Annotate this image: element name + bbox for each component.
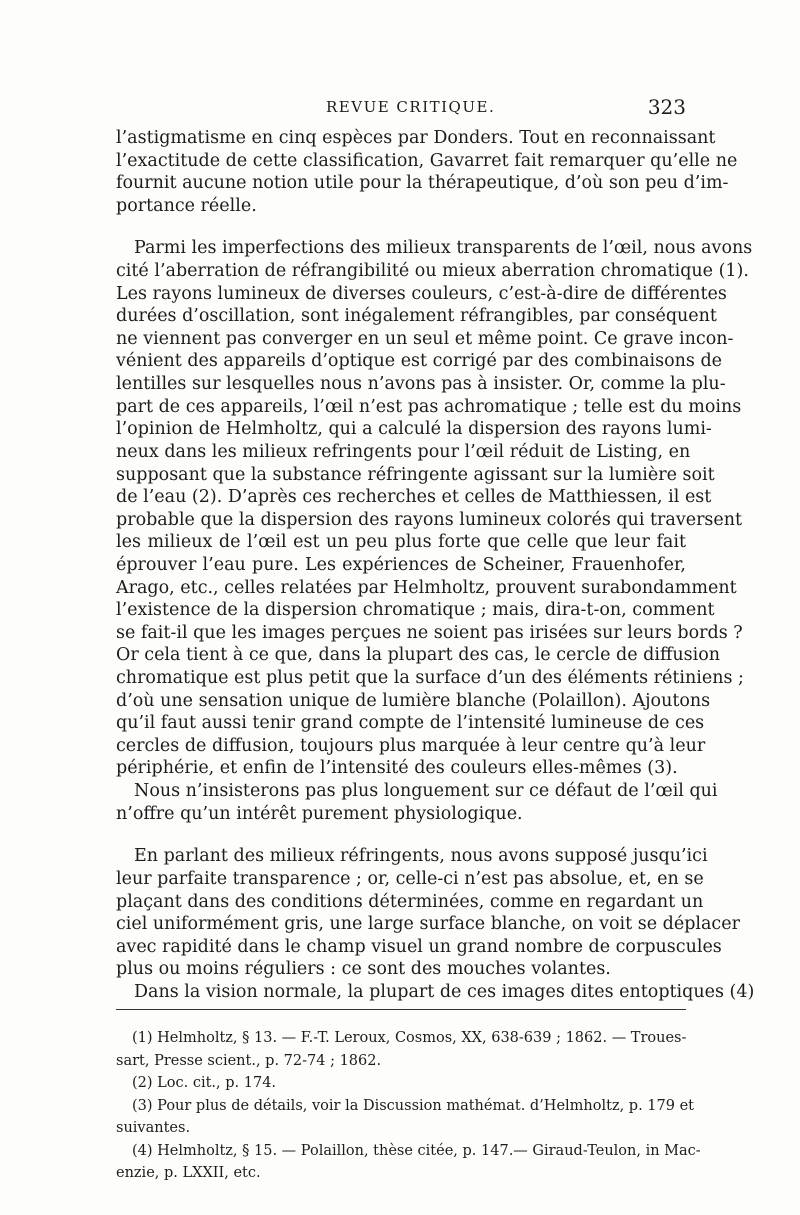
text-line: chromatique est plus petit que la surface d’un des éléments rétiniens ; bbox=[116, 668, 744, 689]
footnote-line: (4) Helmholtz, § 15. — Polaillon, thèse citée, p. 147.— Giraud-Teulon, in Mac- bbox=[132, 1142, 701, 1159]
text-line: éprouver l’eau pure. Les expériences de Scheiner, Frauenhofer, bbox=[116, 554, 686, 575]
footnote-line: (3) Pour plus de détails, voir la Discussion mathémat. d’Helmholtz, p. 179 et bbox=[132, 1097, 694, 1114]
text-line: Nous n’insisterons pas plus longuement sur ce défaut de l’œil qui bbox=[134, 781, 718, 802]
running-title: REVUE CRITIQUE. bbox=[326, 98, 496, 116]
text-line: cercles de diffusion, toujours plus marquée à leur centre qu’à leur bbox=[116, 735, 706, 756]
footnote-line: (2) Loc. cit., p. 174. bbox=[132, 1075, 277, 1091]
page-number: 323 bbox=[647, 95, 686, 119]
text-line: Parmi les imperfections des milieux transparents de l’œil, nous avons bbox=[134, 238, 753, 259]
footnote-line: sart, Presse scient., p. 72-74 ; 1862. bbox=[116, 1052, 382, 1069]
text-line: ne viennent pas converger en un seul et même point. Ce grave incon- bbox=[116, 328, 734, 349]
text-line: En parlant des milieux réfringents, nous avons supposé jusqu’ici bbox=[134, 846, 708, 867]
text-line: l’astigmatisme en cinq espèces par Donders. Tout en reconnaissant bbox=[116, 128, 716, 148]
body-text bbox=[116, 127, 755, 1004]
text-line: ciel uniformément gris, une large surface blanche, on voit se déplacer bbox=[116, 914, 740, 935]
paragraph-gap bbox=[116, 217, 686, 237]
text-line: vénient des appareils d’optique est corrigé par des combinaisons de bbox=[116, 351, 722, 372]
footnote-rule bbox=[116, 1009, 686, 1010]
text-line: portance réelle. bbox=[116, 195, 257, 216]
footnote-line: (1) Helmholtz, § 13. — F.-T. Leroux, Cosmos, XX, 638-639 ; 1862. — Troues- bbox=[132, 1030, 687, 1046]
footnotes bbox=[116, 1027, 701, 1185]
text-line: cité l’aberration de réfrangibilité ou mieux aberration chromatique (1). bbox=[116, 261, 749, 282]
text-line: leur parfaite transparence ; or, celle-ci n’est pas absolue, et, en se bbox=[116, 868, 704, 889]
text-line: durées d’oscillation, sont inégalement réfrangibles, par conséquent bbox=[116, 306, 717, 327]
text-line: Arago, etc., celles relatées par Helmholtz, prouvent surabondamment bbox=[116, 577, 737, 598]
paragraph-gap bbox=[116, 825, 686, 845]
text-line: n’offre qu’un intérêt purement physiologique. bbox=[116, 803, 523, 824]
text-line: se fait-il que les images perçues ne soient pas irisées sur leurs bords ? bbox=[116, 622, 743, 643]
footnote-line: suivantes. bbox=[116, 1120, 191, 1136]
text-line: l’existence de la dispersion chromatique ; mais, dira-t-on, comment bbox=[116, 600, 715, 621]
text-line: supposant que la substance réfringente agissant sur la lumière soit bbox=[116, 464, 715, 485]
text-line: l’exactitude de cette classification, Gavarret fait remarquer qu’elle ne bbox=[116, 150, 738, 171]
text-line: Dans la vision normale, la plupart de ces images dites entoptiques (4) bbox=[134, 981, 755, 1002]
text-line: part de ces appareils, l’œil n’est pas achromatique ; telle est du moins bbox=[116, 396, 742, 417]
text-line: avec rapidité dans le champ visuel un grand nombre de corpuscules bbox=[116, 936, 722, 957]
text-line: Or cela tient à ce que, dans la plupart des cas, le cercle de diffusion bbox=[116, 645, 721, 666]
text-line: fournit aucune notion utile pour la thérapeutique, d’où son peu d’im- bbox=[116, 173, 729, 194]
text-line: les milieux de l’œil est un peu plus forte que celle que leur fait bbox=[116, 532, 686, 553]
text-line: d’où une sensation unique de lumière blanche (Polaillon). Ajoutons bbox=[116, 690, 711, 711]
page-header bbox=[116, 95, 686, 122]
text-line: plus ou moins réguliers : ce sont des mouches volantes. bbox=[116, 959, 611, 980]
text-line: Les rayons lumineux de diverses couleurs, c’est-à-dire de différentes bbox=[116, 283, 727, 304]
text-line: de l’eau (2). D’après ces recherches et celles de Matthiessen, il est bbox=[116, 487, 712, 508]
text-line: neux dans les milieux refringents pour l’œil réduit de Listing, en bbox=[116, 441, 691, 462]
text-line: périphérie, et enfin de l’intensité des couleurs elles-mêmes (3). bbox=[116, 758, 678, 779]
text-line: plaçant dans des conditions déterminées, comme en regardant un bbox=[116, 891, 704, 912]
footnote-line: enzie, p. LXXII, etc. bbox=[116, 1165, 261, 1181]
text-line: qu’il faut aussi tenir grand compte de l’intensité lumineuse de ces bbox=[116, 713, 705, 734]
text-line: probable que la dispersion des rayons lumineux colorés qui traversent bbox=[116, 509, 743, 530]
text-line: l’opinion de Helmholtz, qui a calculé la dispersion des rayons lumi- bbox=[116, 419, 712, 440]
text-line: lentilles sur lesquelles nous n’avons pas à insister. Or, comme la plu- bbox=[116, 374, 726, 395]
